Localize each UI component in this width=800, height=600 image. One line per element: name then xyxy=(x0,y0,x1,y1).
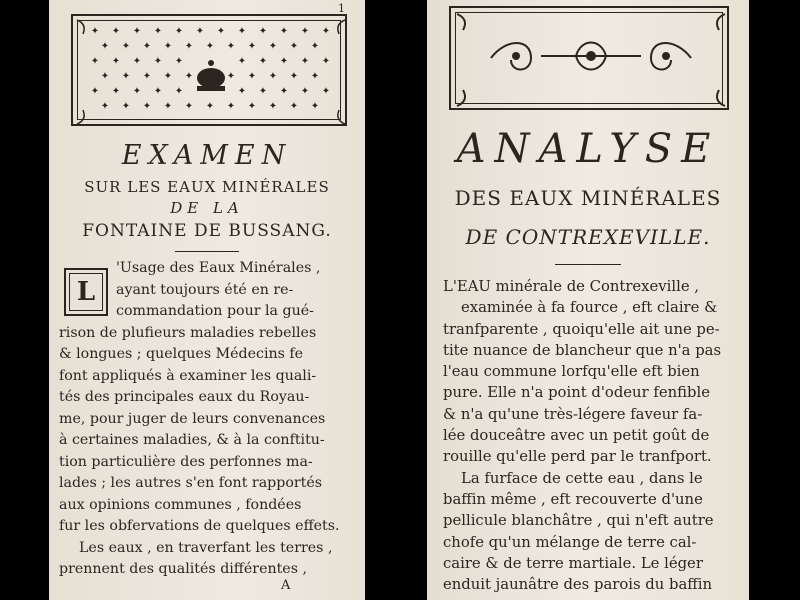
text-line: tite nuance de blancheur que n'a pas xyxy=(443,341,722,359)
text-line: prennent des qualités différentes , xyxy=(59,561,307,577)
fleur-de-lis-icon: ✦ xyxy=(174,56,184,67)
fleur-de-lis-icon: ✦ xyxy=(268,101,278,112)
fleur-de-lis-icon: ✦ xyxy=(174,26,184,37)
fleur-de-lis-icon: ✦ xyxy=(279,56,289,67)
text-line: enduit jaunâtre des parois du baffin xyxy=(443,576,713,594)
fleur-de-lis-icon: ✦ xyxy=(247,41,257,52)
text-line: 'Usage des Eaux Minérales , xyxy=(116,260,321,276)
fleur-de-lis-icon: ✦ xyxy=(247,71,257,82)
fleur-de-lis-icon: ✦ xyxy=(226,71,236,82)
fleur-de-lis-icon: ✦ xyxy=(90,56,100,67)
fleur-de-lis-icon: ✦ xyxy=(111,86,121,97)
text-line: tés des principales eaux du Royau- xyxy=(59,389,310,405)
fleur-de-lis-icon: ✦ xyxy=(121,41,131,52)
text-line: aux opinions communes , fondées xyxy=(59,496,302,513)
fleur-de-lis-icon: ✦ xyxy=(321,26,331,37)
fleur-de-lis-icon: ✦ xyxy=(300,86,310,97)
fleur-de-lis-icon: ✦ xyxy=(163,71,173,82)
fleur-de-lis-icon: ✦ xyxy=(111,56,121,67)
text-line: tranfparente , quoiqu'elle ait une pe- xyxy=(443,320,720,338)
fleur-de-lis-icon: ✦ xyxy=(258,86,268,97)
fleur-de-lis-icon: ✦ xyxy=(289,101,299,112)
fleur-de-lis-icon: ✦ xyxy=(237,86,247,97)
fleur-de-lis-icon: ✦ xyxy=(132,86,142,97)
text-line: La furface de cette eau , dans le xyxy=(461,469,703,487)
fleur-de-lis-icon: ✦ xyxy=(100,101,110,112)
fleur-de-lis-icon: ✦ xyxy=(174,86,184,97)
fleur-de-lis-icon: ✦ xyxy=(184,101,194,112)
title-rule xyxy=(175,251,239,252)
fleur-de-lis-icon: ✦ xyxy=(226,101,236,112)
text-line: font appliqués à examiner les quali- xyxy=(59,367,317,384)
left-page xyxy=(49,0,365,600)
fleur-de-lis-icon: ✦ xyxy=(153,56,163,67)
fleur-de-lis-icon: ✦ xyxy=(237,56,247,67)
fleur-de-lis-icon: ✦ xyxy=(90,86,100,97)
text-line: pure. Elle n'a point d'odeur fenfible xyxy=(443,384,710,402)
fleur-de-lis-icon: ✦ xyxy=(142,71,152,82)
page-number: 1 xyxy=(338,2,345,15)
fleur-de-lis-icon: ✦ xyxy=(258,56,268,67)
fleur-de-lis-icon: ✦ xyxy=(321,86,331,97)
subtitle-line-2: DE LA xyxy=(170,199,244,217)
fleur-de-lis-icon: ✦ xyxy=(289,41,299,52)
text-line: chofe qu'un mélange de terre cal- xyxy=(443,533,697,551)
text-line: lades ; les autres s'en font rapportés xyxy=(59,475,323,491)
fleur-de-lis-icon: ✦ xyxy=(132,26,142,37)
text-line: examinée à fa fource , eft claire & xyxy=(461,299,718,317)
fleur-de-lis-icon: ✦ xyxy=(163,41,173,52)
fleur-de-lis-icon: ✦ xyxy=(226,41,236,52)
fleur-de-lis-icon: ✦ xyxy=(163,101,173,112)
text-line: Les eaux , en traverfant les terres , xyxy=(79,539,333,556)
text-line: & longues ; quelques Médecins fe xyxy=(59,346,304,362)
fleur-de-lis-icon: ✦ xyxy=(268,41,278,52)
text-line: tion particulière des perfonnes ma- xyxy=(59,453,313,470)
fleur-de-lis-icon: ✦ xyxy=(310,71,320,82)
title-rule xyxy=(555,264,621,265)
fleur-de-lis-pattern xyxy=(73,16,349,128)
text-line: à certaines maladies, & à la conftitu- xyxy=(59,432,325,448)
fleur-de-lis-icon: ✦ xyxy=(111,26,121,37)
fleur-de-lis-icon: ✦ xyxy=(279,86,289,97)
fleur-de-lis-icon: ✦ xyxy=(279,26,289,37)
ornamental-headpiece-left xyxy=(71,14,347,126)
subtitle-line-1: DES EAUX MINÉRALES xyxy=(454,186,722,210)
fleur-de-lis-icon: ✦ xyxy=(100,71,110,82)
left-paragraph xyxy=(59,258,357,581)
fleur-de-lis-icon: ✦ xyxy=(121,101,131,112)
text-line: caire & de terre martiale. Le léger xyxy=(443,554,703,572)
fleur-de-lis-icon: ✦ xyxy=(153,26,163,37)
fleur-de-lis-icon: ✦ xyxy=(310,41,320,52)
fleur-de-lis-icon: ✦ xyxy=(184,71,194,82)
fleur-de-lis-icon: ✦ xyxy=(258,26,268,37)
text-line: commandation pour la gué- xyxy=(116,303,314,319)
fleur-de-lis-icon: ✦ xyxy=(300,56,310,67)
signature-mark: A xyxy=(281,578,291,593)
fleur-de-lis-icon: ✦ xyxy=(205,41,215,52)
fleur-de-lis-icon: ✦ xyxy=(153,86,163,97)
fleur-de-lis-icon: ✦ xyxy=(100,41,110,52)
text-line: rouille qu'elle perd par le tranfport. xyxy=(443,448,712,466)
right-page xyxy=(427,0,749,600)
text-line: & n'a qu'une très-légere faveur fa- xyxy=(443,405,703,423)
fleur-de-lis-icon: ✦ xyxy=(205,101,215,112)
fleur-de-lis-icon: ✦ xyxy=(90,26,100,37)
text-line: rison de plufieurs maladies rebelles xyxy=(59,324,317,341)
fleur-de-lis-icon: ✦ xyxy=(121,71,131,82)
text-line: ayant toujours été en re- xyxy=(116,281,294,298)
drop-cap: L xyxy=(64,268,108,316)
text-line: lée douceâtre avec un petit goût de xyxy=(443,427,710,445)
ornamental-headpiece-right xyxy=(449,6,729,110)
scrollwork-ornament xyxy=(451,8,731,112)
fleur-de-lis-icon: ✦ xyxy=(268,71,278,82)
fleur-de-lis-icon: ✦ xyxy=(195,26,205,37)
fleur-de-lis-icon: ✦ xyxy=(321,56,331,67)
page-title: EXAMEN xyxy=(121,140,293,171)
text-line: l'eau commune lorfqu'elle eft bien xyxy=(443,363,700,381)
text-line: fur les obfervations de quelques effets. xyxy=(59,518,340,534)
fleur-de-lis-icon: ✦ xyxy=(142,101,152,112)
fleur-de-lis-icon: ✦ xyxy=(142,41,152,52)
fleur-de-lis-icon: ✦ xyxy=(247,101,257,112)
page-title: ANALYSE xyxy=(456,126,720,172)
right-paragraph xyxy=(443,276,743,595)
fleur-de-lis-icon: ✦ xyxy=(237,26,247,37)
text-line: L'EAU minérale de Contrexeville , xyxy=(443,278,699,295)
fleur-de-lis-icon: ✦ xyxy=(132,56,142,67)
text-line: me, pour juger de leurs convenances xyxy=(59,410,326,427)
fleur-de-lis-icon: ✦ xyxy=(300,26,310,37)
subtitle-line-2: DE CONTREXEVILLE. xyxy=(465,225,711,249)
fleur-de-lis-icon: ✦ xyxy=(289,71,299,82)
subtitle-line-1: SUR LES EAUX MINÉRALES xyxy=(84,178,330,196)
fleur-de-lis-icon: ✦ xyxy=(184,41,194,52)
fleur-de-lis-icon: ✦ xyxy=(216,26,226,37)
text-line: pellicule blanchâtre , qui n'eft autre xyxy=(443,512,714,530)
text-line: baffin même , eft recouverte d'une xyxy=(443,490,703,508)
crown-icon xyxy=(197,60,225,91)
subtitle-line-3: FONTAINE DE BUSSANG. xyxy=(82,221,332,241)
fleur-de-lis-icon: ✦ xyxy=(310,101,320,112)
